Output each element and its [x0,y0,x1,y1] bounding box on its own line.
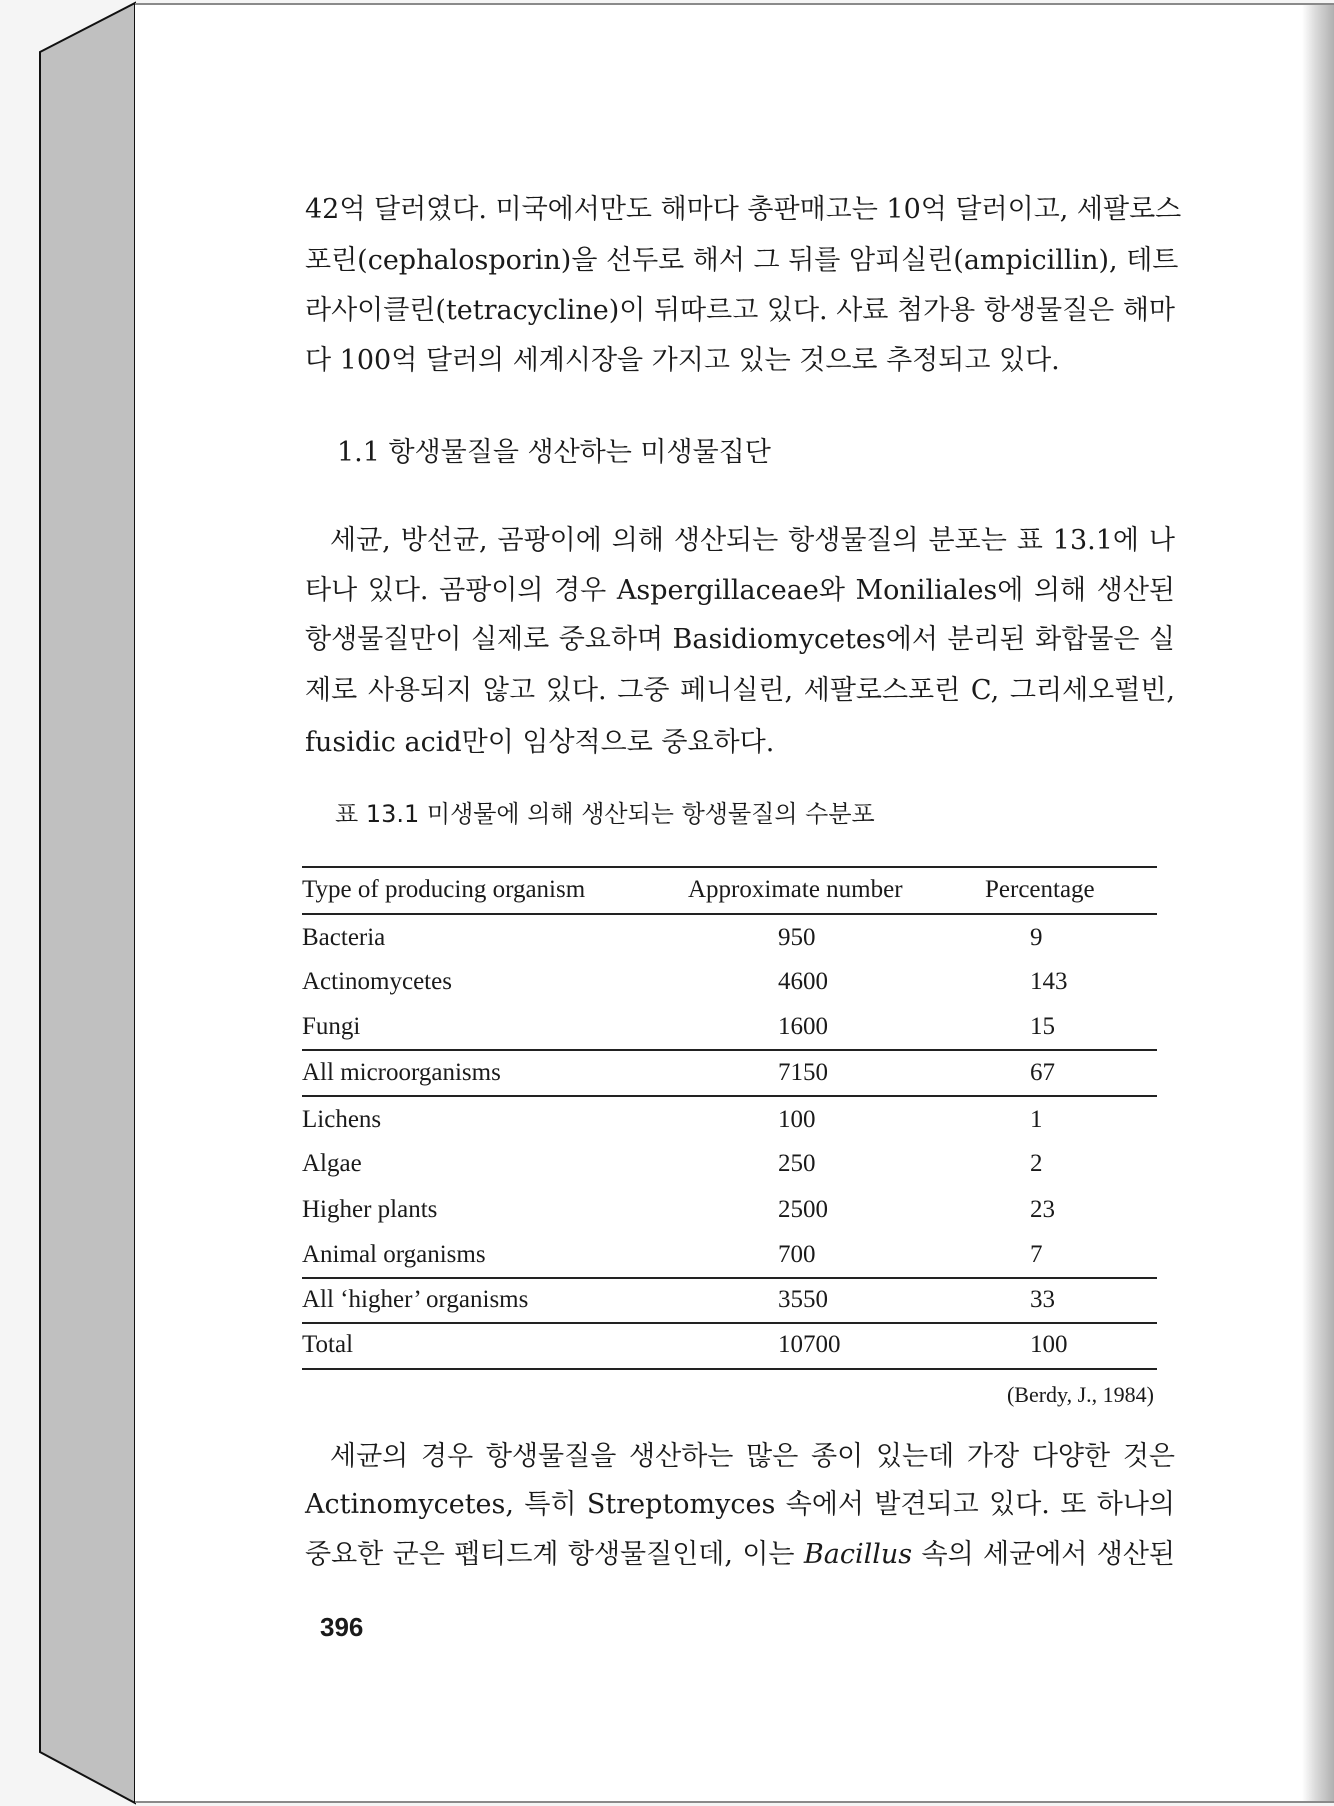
page-number: 396 [320,1612,364,1642]
cell-percentage: 1 [1030,1106,1043,1133]
paragraph-line: 다 100억 달러의 세계시장을 가지고 있는 것으로 추정되고 있다. [305,345,1060,376]
italic-genus: Bacillus [803,1539,913,1570]
paragraph-line: 세균, 방선균, 곰팡이에 의해 생산되는 항생물질의 분포는 표 13.1에 나 [330,525,1175,556]
cell-percentage: 100 [1030,1331,1068,1358]
paragraph-line: Actinomycetes, 특히 Streptomyces 속에서 발견되고 있다. 또 하나의 [305,1489,1175,1520]
cell-number: 4600 [778,968,828,995]
table-rule [302,1277,1157,1279]
table-citation: (Berdy, J., 1984) [1006,1382,1154,1407]
cell-number: 2500 [778,1196,828,1223]
table-rule [302,866,1157,868]
cell-number: 100 [778,1106,816,1133]
header-number: Approximate number [688,876,903,903]
cell-percentage: 2 [1030,1150,1043,1177]
cell-number: 950 [778,924,816,951]
paragraph-line: 타나 있다. 곰팡이의 경우 Aspergillaceae와 Moniliales에 의해 생산된 [305,575,1175,606]
cell-organism: Actinomycetes [302,968,452,995]
cell-number: 250 [778,1150,816,1177]
cell-organism: Bacteria [302,924,386,951]
cell-organism: Animal organisms [302,1241,486,1268]
paragraph-line: 42억 달러였다. 미국에서만도 해마다 총판매고는 10억 달러이고, 세팔로스 [305,194,1182,225]
cell-organism: Fungi [302,1013,361,1040]
paragraph-line: 라사이클린(tetracycline)이 뒤따르고 있다. 사료 첨가용 항생물질은 해마 [305,295,1175,326]
cell-percentage: 33 [1030,1286,1055,1313]
text-span: 속의 세균에서 생산된 [912,1539,1175,1570]
paragraph-line: 포린(cephalosporin)을 선두로 해서 그 뒤를 암피실린(ampicillin), 테트 [305,245,1179,276]
table-caption: 표 13.1 미생물에 의해 생산되는 항생물질의 수분포 [335,800,875,828]
cell-percentage: 23 [1030,1196,1055,1223]
cell-percentage: 7 [1030,1241,1043,1268]
header-percentage: Percentage [985,876,1095,903]
cell-organism: Total [302,1331,354,1358]
paragraph-line: 항생물질만이 실제로 중요하며 Basidiomycetes에서 분리된 화합물은 실 [305,624,1175,655]
cell-number: 1600 [778,1013,828,1040]
table-rule [302,1368,1157,1370]
cell-percentage: 15 [1030,1013,1055,1040]
paragraph-line: 제로 사용되지 않고 있다. 그중 페니실린, 세팔로스포린 C, 그리세오펄빈, [305,675,1175,706]
cell-organism: All ‘higher’ organisms [302,1286,529,1313]
paragraph-line [305,1535,1175,1575]
cell-number: 10700 [778,1331,841,1358]
table-rule [302,1049,1157,1051]
cell-organism: Lichens [302,1106,382,1133]
cell-number: 3550 [778,1286,828,1313]
cell-number: 700 [778,1241,816,1268]
cell-organism: Algae [302,1150,362,1177]
page-edge-shadow [1302,5,1334,1801]
cell-percentage: 9 [1030,924,1043,951]
table-rule [302,1095,1157,1097]
cell-organism: All microorganisms [302,1059,501,1086]
cell-organism: Higher plants [302,1196,438,1223]
table-rule [302,1322,1157,1324]
table-rule [302,913,1157,915]
cell-percentage: 143 [1030,968,1068,995]
cell-number: 7150 [778,1059,828,1086]
text-span: 중요한 군은 펩티드계 항생물질인데, 이는 [305,1539,804,1570]
paragraph-line: fusidic acid만이 임상적으로 중요하다. [305,727,775,758]
paragraph-line: 세균의 경우 항생물질을 생산하는 많은 종이 있는데 가장 다양한 것은 [330,1441,1175,1472]
section-heading: 1.1 항생물질을 생산하는 미생물집단 [337,437,771,468]
header-organism: Type of producing organism [302,876,586,903]
cell-percentage: 67 [1030,1059,1055,1086]
